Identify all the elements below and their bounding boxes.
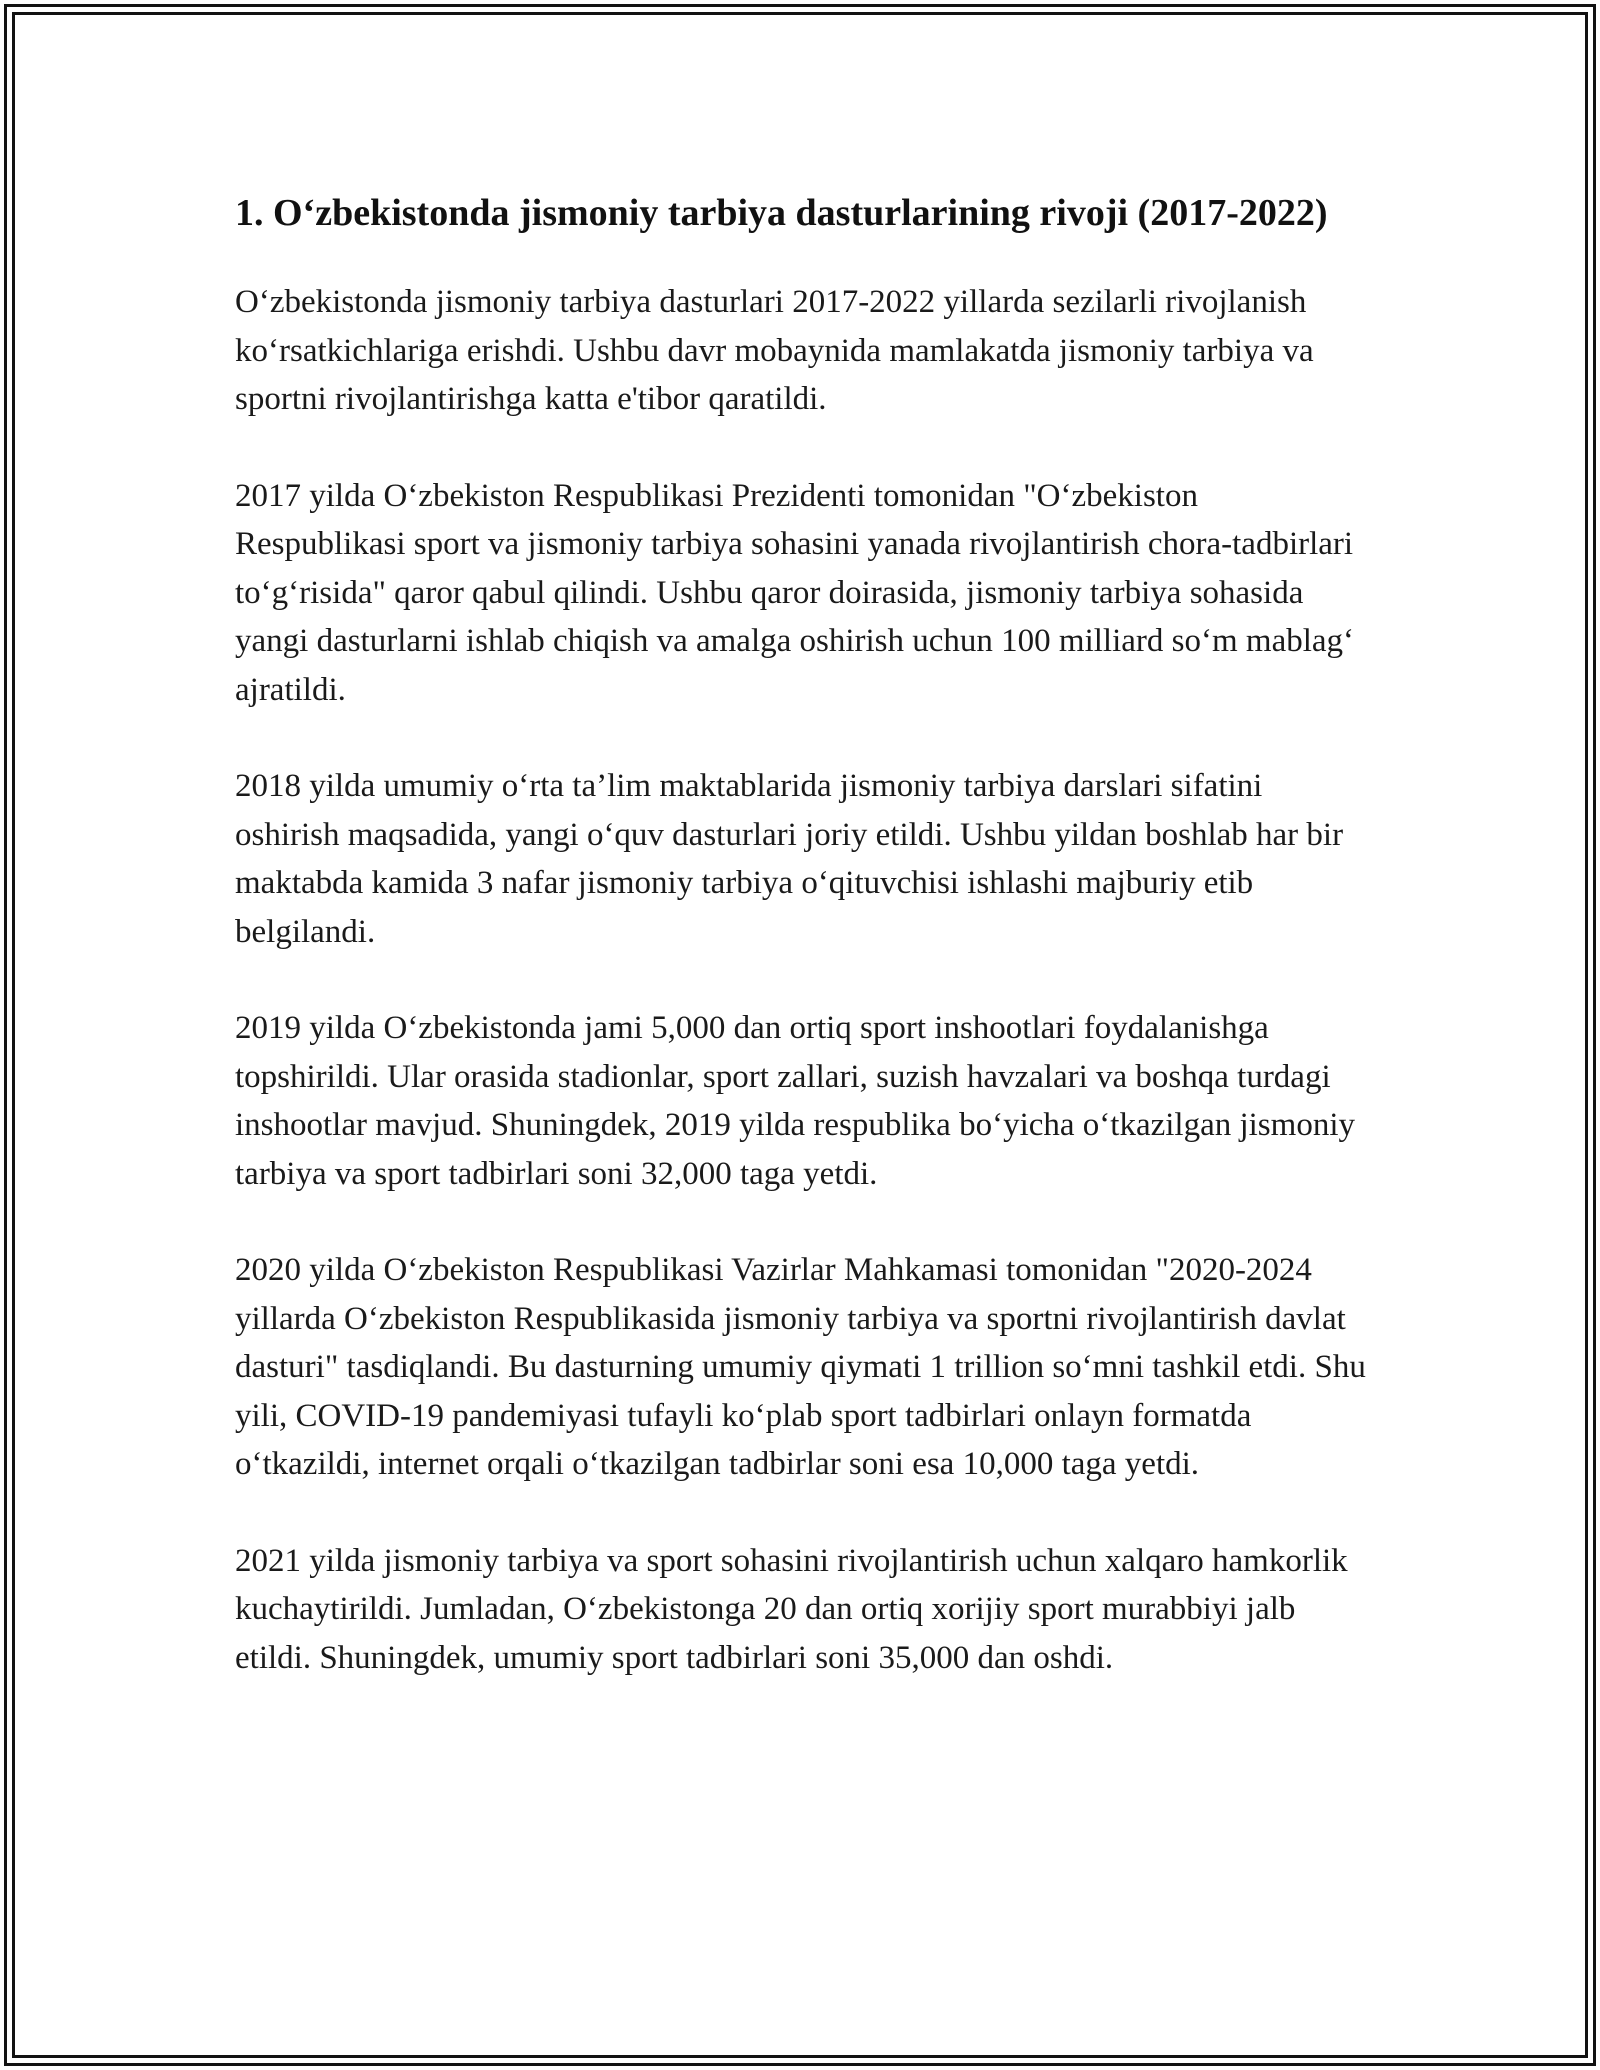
paragraph-list [235,278,1370,1682]
document-body [235,188,1370,1730]
paragraph-2019: 2019 yilda O‘zbekistonda jami 5,000 dan ortiq sport inshootlari foydalanishga topshirildi. Ular orasida stadionlar, sport zallari, suzish havzalari va boshqa turdagi inshootlar mavjud. Shuningdek, 2019 yilda respublika bo‘yicha o‘tkazilgan jismoniy tarbiya va sport tadbirlari soni 32,000 taga yetdi. [235,1010,1355,1192]
paragraph-2018: 2018 yilda umumiy o‘rta ta’lim maktablarida jismoniy tarbiya darslari sifatini oshirish maqsadida, yangi o‘quv dasturlari joriy etildi. Ushbu yildan boshlab har bir maktabda kamida 3 nafar jismoniy tarbiya o‘qituvchisi ishlashi majburiy etib belgilandi. [235,768,1344,950]
section-heading: 1. O‘zbekistonda jismoniy tarbiya dasturlarining rivoji (2017-2022) [235,192,1328,234]
paragraph-2020: 2020 yilda O‘zbekiston Respublikasi Vazirlar Mahkamasi tomonidan "2020-2024 yillarda O‘zbekiston Respublikasida jismoniy tarbiya va sportni rivojlantirish davlat dasturi" tasdiqlandi. Bu dasturning umumiy qiymati 1 trillion so‘mni tashkil etdi. Shu yili, COVID-19 pandemiyasi tufayli ko‘plab sport tadbirlari onlayn formatda o‘tkazildi, internet orqali o‘tkazilgan tadbirlar soni esa 10,000 taga yetdi. [235,1252,1366,1482]
paragraph-2017: 2017 yilda O‘zbekiston Respublikasi Prezidenti tomonidan "O‘zbekiston Respublikasi sport va jismoniy tarbiya sohasini yanada rivojlantirish chora-tadbirlari to‘g‘risida" qaror qabul qilindi. Ushbu qaror doirasida, jismoniy tarbiya sohasida yangi dasturlarni ishlab chiqish va amalga oshirish uchun 100 milliard so‘m mablag‘ ajratildi. [235,477,1355,708]
paragraph-2021: 2021 yilda jismoniy tarbiya va sport sohasini rivojlantirish uchun xalqaro hamkorlik kuchaytirildi. Jumladan, O‘zbekistonga 20 dan ortiq xorijiy sport murabbiyi jalb etildi. Shuningdek, umumiy sport tadbirlari soni 35,000 dan oshdi. [235,1542,1348,1676]
paragraph-intro: O‘zbekistonda jismoniy tarbiya dasturlari 2017-2022 yillarda sezilarli rivojlanish ko‘rsatkichlariga erishdi. Ushbu davr mobaynida mamlakatda jismoniy tarbiya va sportni rivojlantirishga katta e'tibor qaratildi. [235,284,1314,417]
